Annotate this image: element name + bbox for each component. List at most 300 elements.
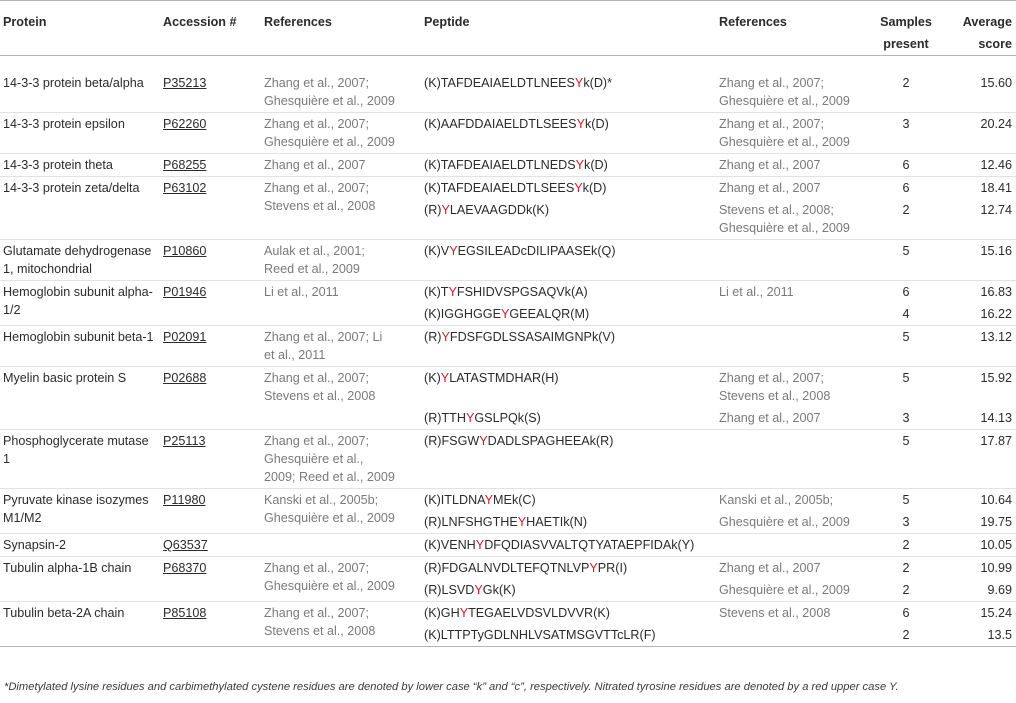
- peptide-references-cell: [716, 326, 868, 367]
- samples-cell: [868, 113, 944, 154]
- average-score-value: 13.12: [980, 330, 1012, 344]
- average-score-cell: [944, 602, 1016, 647]
- peptide-sequence: [424, 156, 713, 174]
- peptide-segment: (K)TAFDEAIAELDTLNEES: [424, 76, 575, 90]
- accession-cell: [160, 430, 261, 489]
- samples-present-value: 3: [902, 515, 910, 529]
- peptide-sequence: [424, 305, 713, 323]
- reference-line: Li et al., 2011: [719, 285, 794, 299]
- reference-line: et al., 2011: [264, 348, 326, 362]
- protein-references-cell: [261, 154, 421, 177]
- accession-link[interactable]: P11980: [163, 493, 206, 507]
- average-score-value: 18.41: [980, 181, 1012, 195]
- nitrated-tyrosine: Y: [589, 561, 598, 575]
- peptide-sequence: [424, 536, 713, 554]
- peptide-sequence: [424, 283, 713, 301]
- peptide-sequence: [424, 74, 713, 110]
- protein-cell: [0, 281, 160, 326]
- nitrated-tyrosine: Y: [449, 244, 458, 258]
- peptide-segment: DFQDIASVVALTQTYATAEPFIDAk(Y): [484, 538, 695, 552]
- reference-line: Kanski et al., 2005b;: [264, 493, 379, 507]
- nitrated-tyrosine: Y: [474, 583, 483, 597]
- accession-cell: [160, 240, 261, 281]
- peptide-references-cell: [716, 534, 868, 557]
- nitrated-tyrosine: Y: [574, 181, 583, 195]
- average-score-cell: [944, 240, 1016, 281]
- protein-references-cell: [261, 534, 421, 557]
- peptide-references-cell: [716, 56, 868, 113]
- samples-cell: [868, 177, 944, 240]
- nitrated-tyrosine: Y: [475, 538, 485, 552]
- accession-link[interactable]: P10860: [163, 244, 207, 258]
- average-score-value: 12.46: [980, 158, 1012, 172]
- protein-name: Hemoglobin subunit beta-1: [3, 330, 154, 344]
- peptide-references-cell: [716, 602, 868, 647]
- accession-link[interactable]: P85108: [163, 606, 207, 620]
- nitrated-tyrosine: Y: [440, 371, 450, 385]
- table-row: [0, 367, 1016, 430]
- reference-line: Ghesquière et al., 2009: [719, 515, 850, 529]
- average-score-value: 20.24: [980, 117, 1012, 131]
- protein-cell: [0, 154, 160, 177]
- average-score-cell: [944, 56, 1016, 113]
- peptide-segment: GSLPQk(S): [474, 411, 541, 425]
- peptide-segment: (K)VENH: [424, 538, 476, 552]
- peptide-segment: (K)ITLDNA: [424, 493, 485, 507]
- protein-name: 14-3-3 protein epsilon: [3, 117, 125, 131]
- peptide-reference-block: [719, 513, 865, 531]
- average-score-cell: [944, 154, 1016, 177]
- table-body: [0, 56, 1016, 647]
- peptide-reference-block: [719, 432, 865, 450]
- nitrated-tyrosine: Y: [500, 307, 510, 321]
- samples-cell: [868, 602, 944, 647]
- samples-present-value: 2: [902, 203, 910, 217]
- peptide-segment: LATASTMDHAR(H): [449, 371, 559, 385]
- reference-line: Zhang et al., 2007;: [264, 181, 370, 195]
- accession-link[interactable]: P02688: [163, 371, 207, 385]
- accession-link[interactable]: P25113: [163, 434, 206, 448]
- reference-line: Ghesquière et al., 2009: [719, 135, 850, 149]
- accession-link[interactable]: P68370: [163, 561, 207, 575]
- peptide-sequence: [424, 369, 713, 405]
- peptide-sequence: [424, 513, 713, 531]
- average-score-value: 9.69: [987, 583, 1012, 597]
- peptide-references-cell: [716, 154, 868, 177]
- peptide-segment: (R): [424, 203, 442, 217]
- table-row: [0, 534, 1016, 557]
- average-score-cell: [944, 534, 1016, 557]
- reference-line: Zhang et al., 2007: [719, 411, 821, 425]
- protein-name: 14-3-3 protein zeta/delta: [3, 181, 140, 195]
- peptide-cell: [421, 602, 716, 647]
- reference-line: Li et al., 2011: [264, 285, 339, 299]
- peptide-segment: k(D)*: [583, 76, 613, 90]
- table-row: [0, 240, 1016, 281]
- peptide-references-cell: [716, 489, 868, 534]
- protein-name: Tubulin alpha-1B chain: [3, 561, 132, 575]
- peptide-segment: GEEALQR(M): [509, 307, 590, 321]
- peptide-sequence: [424, 201, 713, 237]
- protein-name: Glutamate dehydrogenase 1, mitochondrial: [3, 244, 152, 276]
- reference-line: Ghesquière et al.,: [264, 452, 364, 466]
- accession-link[interactable]: P35213: [163, 76, 207, 90]
- reference-line: Reed et al., 2009: [264, 262, 360, 276]
- samples-cell: [868, 56, 944, 113]
- samples-present-value: 6: [902, 158, 910, 172]
- protein-name: Tubulin beta-2A chain: [3, 606, 125, 620]
- average-score-value: 15.16: [980, 244, 1012, 258]
- peptide-reference-block: [719, 604, 865, 622]
- nitrated-tyrosine: Y: [448, 285, 457, 299]
- accession-cell: [160, 557, 261, 602]
- protein-references-cell: [261, 56, 421, 113]
- protein-cell: [0, 534, 160, 557]
- peptide-reference-block: [719, 115, 865, 151]
- peptide-reference-block: [719, 369, 865, 405]
- average-score-value: 15.24: [980, 606, 1012, 620]
- table-row: [0, 602, 1016, 647]
- peptide-segment: (R)FDGALNVDLTEFQTNLVP: [424, 561, 590, 575]
- reference-line: Zhang et al., 2007: [719, 158, 821, 172]
- accession-cell: [160, 154, 261, 177]
- peptide-references-cell: [716, 240, 868, 281]
- peptide-cell: [421, 367, 716, 430]
- peptide-segment: (K)AAFDDAIAELDTLSEES: [424, 117, 577, 131]
- peptide-segment: EGSILEADcDILIPAASEk(Q): [457, 244, 616, 258]
- peptide-sequence: [424, 626, 713, 644]
- peptide-references-cell: [716, 113, 868, 154]
- samples-present-value: 2: [902, 76, 910, 90]
- peptide-reference-block: [719, 626, 865, 644]
- samples-present-value: 5: [902, 244, 910, 258]
- reference-line: Zhang et al., 2007;: [719, 117, 825, 131]
- nitrated-tyrosine: Y: [574, 76, 584, 90]
- accession-link[interactable]: Q63537: [163, 538, 208, 552]
- peptide-reference-block: [719, 201, 865, 237]
- protein-references-cell: [261, 367, 421, 430]
- reference-line: Zhang et al., 2007; Li: [264, 330, 383, 344]
- samples-present-value: 6: [902, 285, 910, 299]
- peptide-reference-block: [719, 491, 865, 509]
- samples-present-value: 5: [902, 493, 910, 507]
- reference-line: Ghesquière et al., 2009: [719, 221, 850, 235]
- table-row: [0, 56, 1016, 113]
- accession-link[interactable]: P68255: [163, 158, 207, 172]
- nitrated-tyrosine: Y: [576, 117, 585, 131]
- peptide-reference-block: [719, 156, 865, 174]
- reference-line: Zhang et al., 2007;: [264, 606, 370, 620]
- average-score-cell: [944, 489, 1016, 534]
- header-peptide-references: References: [719, 15, 787, 29]
- peptide-segment: FDSFGDLSSASAIMGNPk(V): [449, 330, 616, 344]
- accession-cell: [160, 489, 261, 534]
- peptide-reference-block: [719, 283, 865, 301]
- nitrated-tyrosine: Y: [575, 158, 585, 172]
- table-row: [0, 154, 1016, 177]
- average-score-cell: [944, 177, 1016, 240]
- average-score-cell: [944, 326, 1016, 367]
- peptide-segment: (R): [424, 330, 442, 344]
- accession-cell: [160, 326, 261, 367]
- peptide-segment: (K)IGGHGGE: [424, 307, 501, 321]
- protein-references-cell: [261, 326, 421, 367]
- protein-cell: [0, 56, 160, 113]
- protein-references-cell: [261, 177, 421, 240]
- protein-references-cell: [261, 489, 421, 534]
- average-score-value: 19.75: [980, 515, 1012, 529]
- samples-cell: [868, 154, 944, 177]
- samples-cell: [868, 489, 944, 534]
- peptide-segment: (K)GH: [424, 606, 460, 620]
- accession-cell: [160, 113, 261, 154]
- reference-line: Zhang et al., 2007;: [264, 371, 370, 385]
- reference-line: Ghesquière et al., 2009: [264, 511, 395, 525]
- samples-present-value: 3: [902, 411, 910, 425]
- protein-cell: [0, 430, 160, 489]
- average-score-value: 15.92: [980, 371, 1012, 385]
- reference-line: Zhang et al., 2007;: [264, 117, 370, 131]
- samples-present-value: 2: [902, 583, 910, 597]
- protein-cell: [0, 489, 160, 534]
- header-accession: Accession #: [163, 15, 237, 29]
- peptide-segment: LAEVAAGDDk(K): [449, 203, 550, 217]
- reference-line: Stevens et al., 2008;: [719, 203, 834, 217]
- protein-cell: [0, 602, 160, 647]
- reference-line: Stevens et al., 2008: [264, 199, 376, 213]
- peptide-segment: (K)V: [424, 244, 450, 258]
- table-row: [0, 557, 1016, 602]
- reference-line: Zhang et al., 2007;: [719, 371, 825, 385]
- samples-present-value: 2: [902, 628, 910, 642]
- peptide-segment: (K): [424, 371, 441, 385]
- table-row: [0, 489, 1016, 534]
- peptide-reference-block: [719, 328, 865, 346]
- reference-line: Zhang et al., 2007: [719, 561, 821, 575]
- average-score-value: 16.83: [980, 285, 1012, 299]
- peptide-sequence: [424, 604, 713, 622]
- peptide-segment: (R)LNFSHGTHE: [424, 515, 518, 529]
- peptide-segment: (R)FSGW: [424, 434, 480, 448]
- average-score-value: 12.74: [980, 203, 1012, 217]
- peptide-references-cell: [716, 367, 868, 430]
- reference-line: Stevens et al., 2008: [719, 606, 831, 620]
- nitrated-tyrosine: Y: [459, 606, 469, 620]
- protein-references-cell: [261, 602, 421, 647]
- peptide-reference-block: [719, 305, 865, 323]
- peptide-cell: [421, 430, 716, 489]
- reference-line: Stevens et al., 2008: [264, 624, 376, 638]
- reference-line: Kanski et al., 2005b;: [719, 493, 834, 507]
- peptide-references-cell: [716, 557, 868, 602]
- average-score-cell: [944, 557, 1016, 602]
- header-peptide: Peptide: [424, 15, 470, 29]
- peptide-segment: (K)TAFDEAIAELDTLNEDS: [424, 158, 576, 172]
- peptide-segment: MEk(C): [493, 493, 536, 507]
- protein-name: Pyruvate kinase isozymes M1/M2: [3, 493, 149, 525]
- protein-cell: [0, 367, 160, 430]
- peptide-sequence: [424, 491, 713, 509]
- protein-name: Synapsin-2: [3, 538, 67, 552]
- samples-cell: [868, 367, 944, 430]
- accession-link[interactable]: P62260: [163, 117, 207, 131]
- header-samples-present: Samples present: [880, 15, 932, 51]
- peptide-segment: k(D): [584, 158, 608, 172]
- table-footnote: *Dimetylated lysine residues and carbimethylated cystene residues are denoted by lower case “k” and “c”, respectively. Nitrated tyrosine residues are denoted by a red upper case Y.: [4, 681, 899, 693]
- samples-cell: [868, 430, 944, 489]
- peptide-segment: (R)LSVD: [424, 583, 475, 597]
- protein-cell: [0, 113, 160, 154]
- peptide-references-cell: [716, 430, 868, 489]
- accession-cell: [160, 534, 261, 557]
- samples-cell: [868, 240, 944, 281]
- reference-line: Ghesquière et al., 2009: [264, 135, 395, 149]
- peptide-reference-block: [719, 536, 865, 554]
- peptide-cell: [421, 534, 716, 557]
- average-score-cell: [944, 367, 1016, 430]
- samples-cell: [868, 281, 944, 326]
- peptide-segment: HAETIk(N): [526, 515, 588, 529]
- accession-cell: [160, 177, 261, 240]
- peptide-cell: [421, 56, 716, 113]
- accession-cell: [160, 281, 261, 326]
- table-row: [0, 430, 1016, 489]
- protein-name: Phosphoglycerate mutase 1: [3, 434, 149, 466]
- nitrated-tyrosine: Y: [441, 203, 450, 217]
- peptide-segment: (R)TTH: [424, 411, 466, 425]
- reference-line: Ghesquière et al., 2009: [264, 94, 395, 108]
- protein-name: Myelin basic protein S: [3, 371, 127, 385]
- reference-line: Zhang et al., 2007;: [264, 76, 370, 90]
- peptide-segment: k(D): [582, 181, 607, 195]
- header-references: References: [264, 15, 332, 29]
- peptide-segment: (K)LTTPTyGDLNHLVSATMSGVTTcLR(F): [424, 628, 656, 642]
- samples-present-value: 3: [902, 117, 910, 131]
- peptide-segment: (K)T: [424, 285, 449, 299]
- peptide-reference-block: [719, 409, 865, 427]
- average-score-value: 16.22: [980, 307, 1012, 321]
- reference-line: Ghesquière et al., 2009: [719, 94, 850, 108]
- average-score-value: 10.99: [980, 561, 1012, 575]
- peptide-sequence: [424, 115, 713, 151]
- peptide-references-cell: [716, 177, 868, 240]
- samples-present-value: 5: [902, 330, 910, 344]
- peptide-cell: [421, 113, 716, 154]
- accession-link[interactable]: P01946: [163, 285, 207, 299]
- samples-present-value: 5: [902, 434, 910, 448]
- protein-references-cell: [261, 240, 421, 281]
- nitrated-tyrosine: Y: [479, 434, 488, 448]
- protein-name: 14-3-3 protein beta/alpha: [3, 76, 144, 90]
- samples-cell: [868, 326, 944, 367]
- protein-name: 14-3-3 protein theta: [3, 158, 113, 172]
- samples-present-value: 6: [902, 181, 910, 195]
- peptide-cell: [421, 281, 716, 326]
- peptide-segment: k(D): [584, 117, 609, 131]
- reference-line: Stevens et al., 2008: [719, 389, 831, 403]
- header-row: [0, 1, 1016, 56]
- protein-references-cell: [261, 430, 421, 489]
- peptide-cell: [421, 557, 716, 602]
- average-score-value: 10.05: [980, 538, 1012, 552]
- protein-cell: [0, 240, 160, 281]
- average-score-value: 17.87: [980, 434, 1012, 448]
- samples-cell: [868, 534, 944, 557]
- peptide-cell: [421, 177, 716, 240]
- peptide-cell: [421, 489, 716, 534]
- protein-cell: [0, 557, 160, 602]
- accession-link[interactable]: P02091: [163, 330, 207, 344]
- header-protein: Protein: [3, 15, 47, 29]
- protein-cell: [0, 177, 160, 240]
- peptide-segment: FSHIDVSPGSAQVk(A): [456, 285, 588, 299]
- protein-references-cell: [261, 113, 421, 154]
- samples-present-value: 2: [902, 561, 910, 575]
- peptide-sequence: [424, 409, 713, 427]
- peptide-segment: Gk(K): [482, 583, 516, 597]
- peptide-segment: TEGAELVDSVLDVVR(K): [468, 606, 610, 620]
- accession-link[interactable]: P63102: [163, 181, 207, 195]
- peptide-cell: [421, 326, 716, 367]
- table-row: [0, 326, 1016, 367]
- average-score-cell: [944, 281, 1016, 326]
- peptide-references-cell: [716, 281, 868, 326]
- samples-present-value: 2: [902, 538, 910, 552]
- protein-name: Hemoglobin subunit alpha-1/2: [3, 285, 153, 317]
- reference-line: Zhang et al., 2007;: [264, 561, 370, 575]
- peptide-reference-block: [719, 74, 865, 110]
- reference-line: Zhang et al., 2007;: [264, 434, 370, 448]
- average-score-value: 10.64: [980, 493, 1012, 507]
- nitrated-tyrosine: Y: [465, 411, 475, 425]
- table-row: [0, 177, 1016, 240]
- average-score-value: 13.5: [987, 628, 1012, 642]
- nitrated-tyrosine: Y: [484, 493, 494, 507]
- peptide-cell: [421, 240, 716, 281]
- nitrated-tyrosine: Y: [517, 515, 527, 529]
- peptide-sequence: [424, 432, 713, 450]
- reference-line: Zhang et al., 2007;: [719, 76, 825, 90]
- peptide-sequence: [424, 242, 713, 260]
- reference-line: Ghesquière et al., 2009: [264, 579, 395, 593]
- peptide-sequence: [424, 328, 713, 346]
- protein-references-cell: [261, 557, 421, 602]
- samples-present-value: 4: [902, 307, 910, 321]
- table-row: [0, 113, 1016, 154]
- peptide-sequence: [424, 559, 713, 577]
- accession-cell: [160, 602, 261, 647]
- peptide-segment: PR(I): [597, 561, 628, 575]
- accession-cell: [160, 56, 261, 113]
- reference-line: Zhang et al., 2007: [264, 158, 366, 172]
- header-average-score: Average score: [962, 15, 1012, 51]
- samples-present-value: 5: [902, 371, 910, 385]
- peptide-sequence: [424, 179, 713, 197]
- protein-references-cell: [261, 281, 421, 326]
- nitrated-tyrosine: Y: [441, 330, 450, 344]
- reference-line: Ghesquière et al., 2009: [719, 583, 850, 597]
- average-score-value: 14.13: [980, 411, 1012, 425]
- reference-line: Stevens et al., 2008: [264, 389, 376, 403]
- average-score-cell: [944, 430, 1016, 489]
- peptide-segment: DADLSPAGHEEAk(R): [487, 434, 614, 448]
- peptide-cell: [421, 154, 716, 177]
- reference-line: 2009; Reed et al., 2009: [264, 470, 395, 484]
- peptide-reference-block: [719, 242, 865, 260]
- average-score-cell: [944, 113, 1016, 154]
- samples-cell: [868, 557, 944, 602]
- reference-line: Aulak et al., 2001;: [264, 244, 365, 258]
